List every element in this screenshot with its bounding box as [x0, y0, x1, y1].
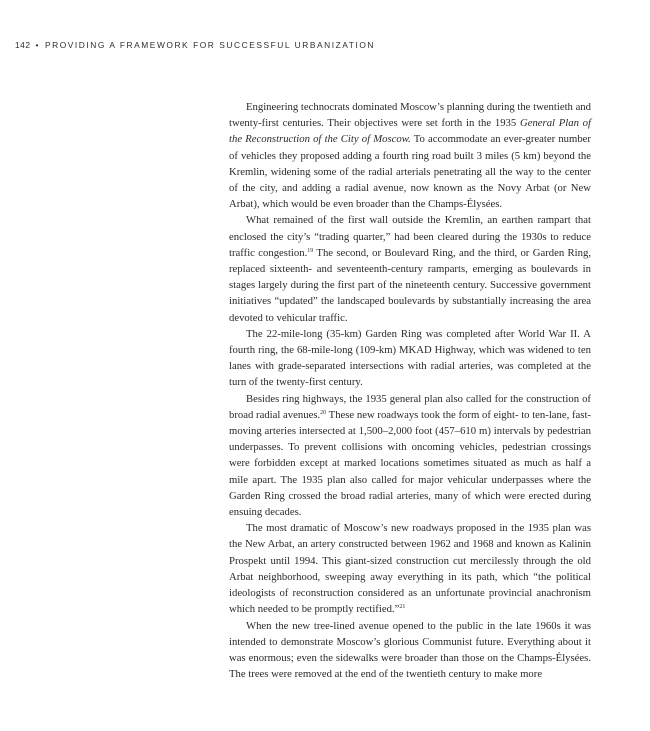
running-head	[15, 40, 375, 50]
paragraph-text: These new roadways took the form of eight- to ten-lane, fast-moving arteries intersected at 1,500–2,000 foot (457–610 m) intervals by pedestrian underpasses. To prevent collisions with oncoming vehicles, pedestrian crossings were forbidden except at marked locations sometimes situated as much as half a mile apart. The 1935 plan also called for major vehicular underpasses where the Garden Ring crossed the broad radial arteries, many of which were erected during ensuing decades.	[229, 408, 591, 519]
paragraph-text: What remained of the first wall outside the Kremlin, an earthen rampart that enclosed the city’s “trading quarter,” had been cleared during the 1930s to reduce traffic congestion.	[229, 214, 591, 259]
paragraph	[229, 326, 591, 391]
footnote-marker: 19	[307, 247, 314, 254]
paragraph	[229, 618, 591, 683]
paragraph	[229, 520, 591, 617]
paragraph-text: Besides ring highways, the 1935 general plan also called for the construction of broad radial avenues.	[229, 392, 591, 421]
running-title: PROVIDING A FRAMEWORK FOR SUCCESSFUL URBANIZATION	[44, 40, 375, 50]
paragraph	[229, 212, 591, 325]
paragraph-text: The 22-mile-long (35-km) Garden Ring was completed after World War II. A fourth ring, the 68-mile-long (109-km) MKAD Highway, which was widened to ten lanes with grade-separated intersections with radial arteries, was completed at the turn of the twenty-first century.	[229, 327, 591, 389]
footnote-marker: 21	[399, 604, 406, 611]
body-text	[229, 99, 591, 682]
paragraph	[229, 99, 591, 212]
paragraph	[229, 391, 591, 521]
paragraph-text: Engineering technocrats dominated Moscow’s planning during the twentieth and twenty-first centuries. Their objectives were set forth in the 1935	[229, 101, 591, 130]
paragraph-text: The most dramatic of Moscow’s new roadways proposed in the 1935 plan was the New Arbat, an artery constructed between 1962 and 1968 and known as Kalinin Prospekt until 1994. This giant-sized construction cut mercilessly through the old Arbat neighborhood, sweeping away everything in its path, which “the political ideologists of reconstruction considered as an unfortunate provincial anachronism which needed to be promptly rectified.”	[229, 522, 591, 616]
paragraph-text: When the new tree-lined avenue opened to the public in the late 1960s it was intended to demonstrate Moscow’s glorious Communist future. Everything about it was enormous; even the sidewalks were broader than those on the Champs-Élysées. The trees were removed at the end of the twentieth century to make more	[229, 619, 591, 681]
paragraph-text: To accommodate an ever-greater number of vehicles they proposed adding a fourth ring road built 3 miles (5 km) beyond the Kremlin, widening some of the radial arterials penetrating all the way to the center of the city, and adding a radial avenue, now known as the Novy Arbat (or New Arbat), which would be even broader than the Champs-Élysées.	[229, 133, 591, 211]
footnote-marker: 20	[320, 409, 327, 416]
header-separator: •	[35, 40, 40, 50]
paragraph-text: The second, or Boulevard Ring, and the third, or Garden Ring, replaced sixteenth- and seventeenth-century ramparts, emerging as boulevards in stages largely during the first part of the nineteenth century. Successive government initiatives “updated” the landscaped boulevards by substantially increasing the area devoted to vehicular traffic.	[229, 246, 591, 324]
book-title-italic: General Plan of the Reconstruction of the City of Moscow.	[229, 117, 591, 146]
page-number: 142	[15, 40, 31, 50]
